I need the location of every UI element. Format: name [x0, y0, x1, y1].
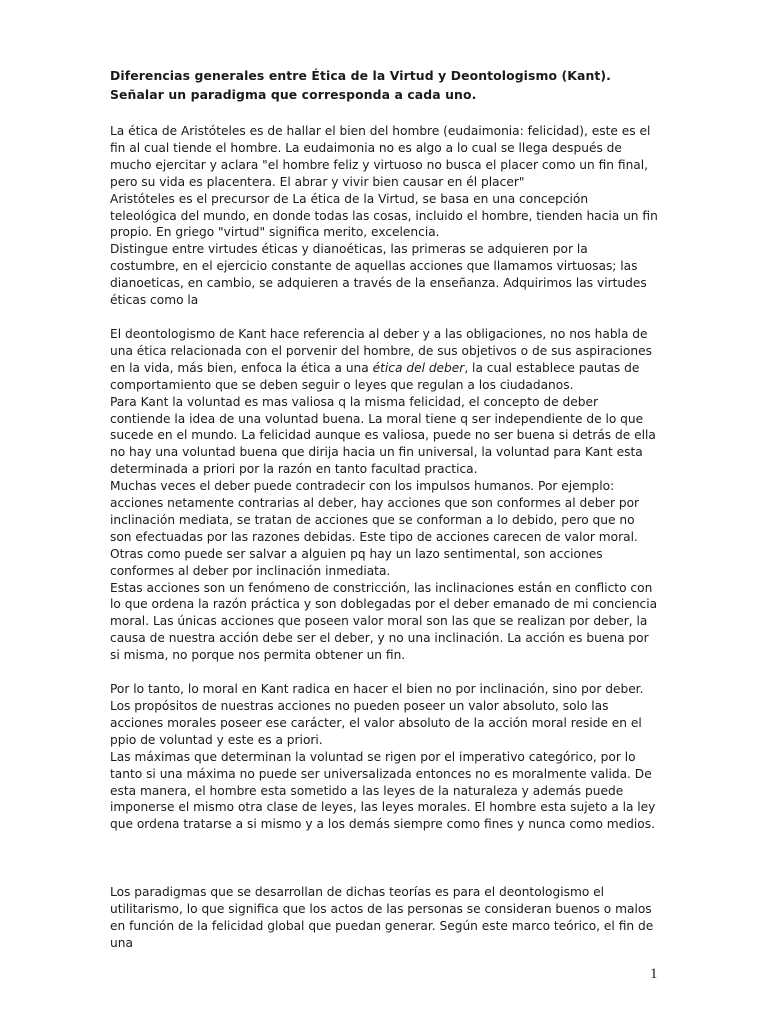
page-number: 1 — [650, 966, 658, 982]
document-title: Diferencias generales entre Ética de la Virtud y Deontologismo (Kant). Señalar un paradigma que corresponda a cada uno. — [110, 68, 611, 102]
paragraph-text: El deontologismo de Kant hace referencia al deber y a las obligaciones, no nos habla de una ética relacionada con el porvenir del hombre, de sus objetivos o de sus aspiraciones en la vida, más bien, enfoca la ética a una — [110, 326, 652, 375]
italic-term: ética del deber — [372, 360, 465, 375]
document-page — [110, 66, 658, 952]
paragraph-constriccion: Estas acciones son un fenómeno de constricción, las inclinaciones están en conflicto con lo que ordena la razón práctica y son doblegadas por el deber emanado de mi conciencia moral. Las únicas acciones que poseen valor moral son las que se realizan por deber, la causa de nuestra acción debe ser el deber, y no una inclinación. La acción es buena por si misma, no porque nos permita obtener un fin. — [110, 580, 658, 663]
paragraph-aristoteles-eudaimonia: La ética de Aristóteles es de hallar el bien del hombre (eudaimonia: felicidad), este es el fin al cual tiende el hombre. La eudaimonia no es algo a lo cual se llega después de mucho ejercitar y aclara "el hombre feliz y virtuoso no busca el placer como un fin final, pero su vida es placentera. El abrar y vivir bien causar en él placer" — [110, 124, 651, 189]
paragraph-voluntad-kant: Para Kant la voluntad es mas valiosa q la misma felicidad, el concepto de deber contiende la idea de una voluntad buena. La moral tiene q ser independiente de lo que sucede en el mundo. La felicidad aunque es valiosa, puede no ser buena si detrás de ella no hay una voluntad buena que dirija hacia un fin universal, la voluntad para Kant esta determinada a priori por la razón en tanto facultad practica. — [110, 394, 656, 477]
paragraph-spacer-large — [110, 833, 658, 884]
paragraph-maximas: Las máximas que determinan la voluntad se rigen por el imperativo categórico, por lo tanto si una máxima no puede ser universalizada entonces no es moralmente valida. De esta manera, el hombre esta sometido a las leyes de la naturaleza y además puede imponerse el mismo otra clase de leyes, las leyes morales. El hombre esta sujeto a la ley que ordena tratarse a si mismo y a los demás siempre como fines y nunca como medios. — [110, 749, 656, 832]
paragraph-deontologismo-kant — [110, 326, 658, 394]
paragraph-spacer — [110, 309, 658, 326]
paragraph-aristoteles-virtud: Aristóteles es el precursor de La ética de la Virtud, se basa en una concepción teleológica del mundo, en donde todas las cosas, incluido el hombre, tienden hacia un fin propio. En griego "virtud" significa merito, excelencia. — [110, 191, 658, 240]
paragraph-spacer — [110, 664, 658, 681]
paragraph-deber-impulsos: Muchas veces el deber puede contradecir con los impulsos humanos. Por ejemplo: acciones netamente contrarias al deber, hay acciones que son conformes al deber por inclinación mediata, se tratan de acciones que se conforman a lo debido, pero que no son efectuadas por las razones debidas. Este tipo de acciones carecen de valor moral. — [110, 479, 640, 544]
paragraph-virtudes-eticas-dianoeticas: Distingue entre virtudes éticas y dianoéticas, las primeras se adquieren por la costumbre, en el ejercicio constante de aquellas acciones que llamamos virtuosas; las dianoeticas, en cambio, se adquieren a través de la enseñanza. Adquirimos las virtudes éticas como la — [110, 242, 647, 308]
paragraph-paradigmas: Los paradigmas que se desarrollan de dichas teorías es para el deontologismo el utilitarismo, lo que significa que los actos de las personas se consideran buenos o malos en función de la felicidad global que puedan generar. Según este marco teórico, el fin de una — [110, 885, 654, 950]
paragraph-inclinacion-inmediata: Otras como puede ser salvar a alguien pq hay un lazo sentimental, son acciones conformes al deber por inclinación inmediata. — [110, 546, 603, 578]
paragraph-text: , la cual establece pautas de comportamiento que se deben seguir o leyes que regulan a los ciudadanos. — [110, 360, 640, 392]
paragraph-moral-kant: Por lo tanto, lo moral en Kant radica en hacer el bien no por inclinación, sino por deber. Los propósitos de nuestras acciones no pueden poseer un valor absoluto, solo las acciones morales poseer ese carácter, el valor absoluto de la acción moral reside en el ppio de voluntad y este es a priori. — [110, 682, 644, 747]
